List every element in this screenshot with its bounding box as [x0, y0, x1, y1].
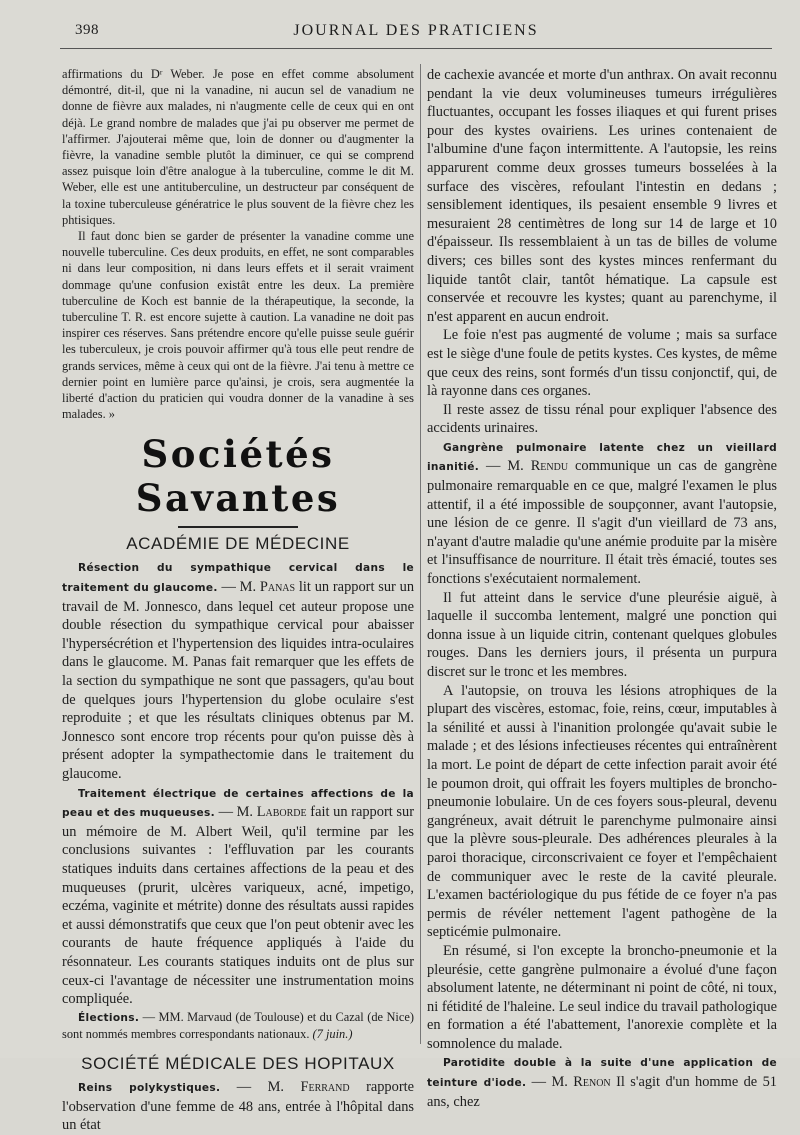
- right-paragraph-3: Il reste assez de tissu rénal pour expliquer l'absence des accidents urinaires.: [427, 401, 777, 437]
- header-rule: [60, 48, 772, 49]
- runin-parotidite: Parotidite double à la suite d'une application de teinture d'iode.: [427, 1057, 777, 1090]
- text-glaucome: lit un rapport sur un travail de M. Jonnesco, dans lequel cet auteur propose une double résection du sympathique cervical pour abaisser l'hypersécrétion et l'hypertension des liquides intra-oculaires dans le glaucome. M. Panas fait remarquer que les effets de la section du sympathique ne sont que passagers, qu'au bout de quelques jours l'hypertension du globe oculaire s'est reproduite ; et que les résultats cliniques obtenus par M. Jonnesco sont encore trop récents pour qu'on puisse dès à présent adopter la sympathectomie dans le traitement du glaucome.: [62, 579, 415, 782]
- article-parotidite: Parotidite double à la suite d'une application de teinture d'iode. — M. Renon Il s'agit d'un homme de 51 ans, chez: [427, 1057, 777, 1110]
- runin-reins: Reins polykystiques.: [78, 1082, 221, 1095]
- author-renon: Renon: [573, 1074, 611, 1091]
- author-ferrand: Ferrand: [300, 1079, 350, 1096]
- article-reins: Reins polykystiques. — M. Ferrand rapporte l'observation d'une femme de 48 ans, entrée à l'hôpital dans un état: [62, 1079, 415, 1134]
- author-panas: Panas: [259, 579, 296, 596]
- column-divider: [420, 64, 421, 1044]
- runin-glaucome: Résection du sympathique cervical dans le traitement du glaucome.: [62, 562, 414, 595]
- article-elections: [62, 1009, 414, 1042]
- right-paragraph-4: Il fut atteint dans le service d'une pleurésie aiguë, à laquelle il succomba lentement, malgré une ponction qui donna issue à un liquide citrin, contenant quelques globules rouges. Dans les derniers jours, il présenta un purpura discret sur le tronc et les membres.: [427, 589, 777, 680]
- title-rule: [178, 526, 298, 528]
- page-number: 398: [75, 22, 99, 38]
- left-column: [62, 66, 414, 1135]
- academie-heading: ACADÉMIE DE MÉDECINE: [126, 534, 350, 554]
- text-parotidite: Il s'agit d'un homme de 51 ans, chez: [427, 1074, 777, 1110]
- text-gangrene: communique un cas de gangrène pulmonaire remarquable en ce que, malgré l'examen le plus attentif, il a été impossible de soupçonner, avant l'autopsie, une lésion de ce genre. Il s'agit d'un vieillard de 73 ans, n'ayant d'autre maladie qu'une anémie produite par la misère et l'insuffisance de nourriture. Il était très émacié, toutes ses fonctions s'exécutaient normalement.: [427, 458, 777, 588]
- article-glaucome: Résection du sympathique cervical dans le traitement du glaucome. — M. Panas lit un rapport sur un travail de M. Jonnesco, dans lequel cet auteur propose une double résection du sympathique cervical pour abaisser l'hypersécrétion et l'hypertension des liquides intra-oculaires dans le glaucome. M. Panas fait remarquer que les effets de la section du sympathique ne sont que passagers, qu'au bout de quelques jours l'hypertension du globe oculaire s'est reproduite ; et que les résultats cliniques obtenus par M. Jonnesco sont encore trop récents pour qu'on puisse dès à présent adopter la sympathectomie dans le traitement du glaucome.: [62, 562, 415, 782]
- right-paragraph-2: Le foie n'est pas augmenté de volume ; mais sa surface est le siège d'une foule de petits kystes. Ces kystes, de même que ceux des reins, sont formés d'un tissu conjonctif, qui, de là rayonne dans ces organes.: [427, 327, 777, 400]
- author-laborde: Laborde: [256, 804, 307, 821]
- date-elections: (7 juin.): [312, 1026, 353, 1041]
- text-reins: rapporte l'observation d'une femme de 48 ans, entrée à l'hôpital dans un état: [62, 1079, 415, 1134]
- article-gangrene: Gangrène pulmonaire latente chez un vieillard inanitié. — M. Rendu communique un cas de gangrène pulmonaire remarquable en ce que, malgré l'examen le plus attentif, il a été impossible de soupçonner, avant l'autopsie, une lésion de ce genre. Il s'agit d'un vieillard de 73 ans, n'ayant d'autre maladie qu'une anémie produite par la misère et l'insuffisance de nourriture. Il était très émacié, toutes ses fonctions s'exécutaient normalement.: [427, 441, 777, 588]
- running-head: JOURNAL DES PRATICIENS: [293, 22, 539, 39]
- text-elections: — MM. Marvaud (de Toulouse) et du Cazal (de Nice) sont nommés membres correspondants nationaux.: [62, 1009, 414, 1041]
- article-electrique: Traitement électrique de certaines affections de la peau et des muqueuses. — M. Laborde fait un rapport sur un mémoire de M. Albert Weil, qu'il termine par les conclusions suivantes : l'effluvation par les courants statiques induits dans certaines affections de la peau et des muqueuses (prurit, ulcères variqueux, acné, impetigo, eczéma, vaginite et métrite) donne des résultats aussi rapides et aussi démonstratifs que ceux que l'on peut obtenir avec les courants de haute fréquence appliqués à l'aide du résonnateur. Les courants statiques induits ont de plus sur ceux-ci l'avantage de nécessiter une instrumentation moins compliquée.: [62, 787, 414, 1008]
- left-paragraph-2: Il faut donc bien se garder de présenter la vanadine comme une nouvelle tuberculine. Ces deux produits, en effet, ne sont comparables ni dans leur composition, ni dans leurs effets et il serait vraiment dommage qu'une confusion existât entre les deux. La première tuberculine de Koch est bannie de la thérapeutique, la seconde, la tuberculine T. R. est encore sujette à caution. La vanadine ne doit pas inspirer ces réserves. Sans prétendre encore qu'elle puisse seule guérir les tuberculeux, je crois pouvoir affirmer qu'à tous elle peut rendre de grands services, même à ceux qui ont de la fièvre. J'ai tenu à mettre ce dernier point en lumière parce qu'ainsi, je crois, sera augmentée la liberté d'action du praticien qui voudra donner de la vanadine à ses malades. »: [62, 229, 414, 422]
- page-header: [60, 22, 772, 44]
- runin-gangrene: Gangrène pulmonaire latente chez un vieillard inanitié.: [427, 441, 777, 474]
- societe-heading: SOCIÉTÉ MÉDICALE DES HOPITAUX: [81, 1054, 395, 1074]
- section-title: Sociétés Savantes: [135, 432, 341, 521]
- runin-elections: Élections.: [78, 1011, 140, 1024]
- right-paragraph-5: A l'autopsie, on trouva les lésions atrophiques de la plupart des viscères, estomac, foie, reins, cœur, imputables à la sénilité et aussi à l'inanition prolongée qu'avait subie le malade ; et des lésions infectieuses récentes qui entraînèrent la mort. Le point de départ de cette infection parait avoir été le poumon droit, qui offrait les foyers multiples de broncho-pneumonie lobulaire. Un de ces foyers sous-pleural, devenu gangréneux, avait détruit le parenchyme pulmonaire ainsi que la plèvre sous-pleurale. Des adhérences pleurales à la paroi thoracique, circonscrivaient ce foyer et l'empêchaient de communiquer avec le reste de la cavité pleurale. L'examen bactériologique du pus fétide de ce foyer n'a pas permis de révéler nettement l'agent pathogène de la septicémie pulmonaire.: [427, 682, 777, 941]
- runin-electrique: Traitement électrique de certaines affections de la peau et des muqueuses.: [62, 787, 414, 820]
- author-rendu: Rendu: [530, 458, 569, 475]
- right-paragraph-1: de cachexie avancée et morte d'un anthrax. On avait reconnu pendant la vie deux volumineuses tumeurs irrégulières fluctuantes, occupant les fosses iliaques et qui furent prises pour des kystes ovairiens. Les urines contenaient de l'albumine d'une façon intermittente. A l'autopsie, les reins apparurent comme deux grosses tumeurs bosselées à la surface des viscères, refoulant l'intestin en dedans ; sensiblement identiques, ils pesaient ensemble 9 livres et mesuraient 28 centimètres de long sur 14 de large et 10 d'épaisseur. Ils ressemblaient à un tas de billes de volume divers; ces billes sont des kystes minces renfermant du liquide tantôt clair, tantôt hématique. La capsule est conservée et recouvre les kystes; quant au parenchyme, il n'est apparent en aucun endroit.: [427, 67, 777, 325]
- right-column: [427, 66, 777, 1111]
- text-electrique: fait un rapport sur un mémoire de M. Albert Weil, qu'il termine par les conclusions suivantes : l'effluvation par les courants statiques induits dans certaines affections de la peau et des muqueuses (prurit, ulcères variqueux, acné, impetigo, eczéma, vaginite et métrite) donne des résultats aussi rapides et aussi démonstratifs que ceux que l'on peut obtenir avec les courants de haute fréquence appliqués à l'aide du résonnateur. Les courants statiques induits ont de plus sur ceux-ci l'avantage de nécessiter une instrumentation moins compliquée.: [62, 804, 414, 1008]
- left-paragraph-1: affirmations du Dʳ Weber. Je pose en effet comme absolument démontré, dit-il, que ni la vanadine, ni aucun sel de vanadium ne donne de fièvre aux malades, ni n'augmente celle de ceux qui en ont déjà. Le grand nombre de malades que j'ai pu observer me permet de l'affirmer. J'ajouterai même que, loin de donner ou d'augmenter la fièvre, la vanadine semble plutôt la diminuer, ce qui se comprend assez puisque loin d'être analogue à la tuberculine, comme le dit M. Weber, elle est une antituberculine, un destructeur par conséquent de la toxine tuberculeuse génératrice le plus souvent de la fièvre chez les phtisiques.: [62, 67, 414, 227]
- right-paragraph-6: En résumé, si l'on excepte la broncho-pneumonie et la pleurésie, cette gangrène pulmonaire a évolué d'une façon absolument latente, ne déterminant ni point de côté, ni toux, ni fétidité de l'haleine. Le seul indice du travail pathologique en formation a été l'abattement, l'anorexie complète et la somnolence du malade.: [427, 942, 777, 1052]
